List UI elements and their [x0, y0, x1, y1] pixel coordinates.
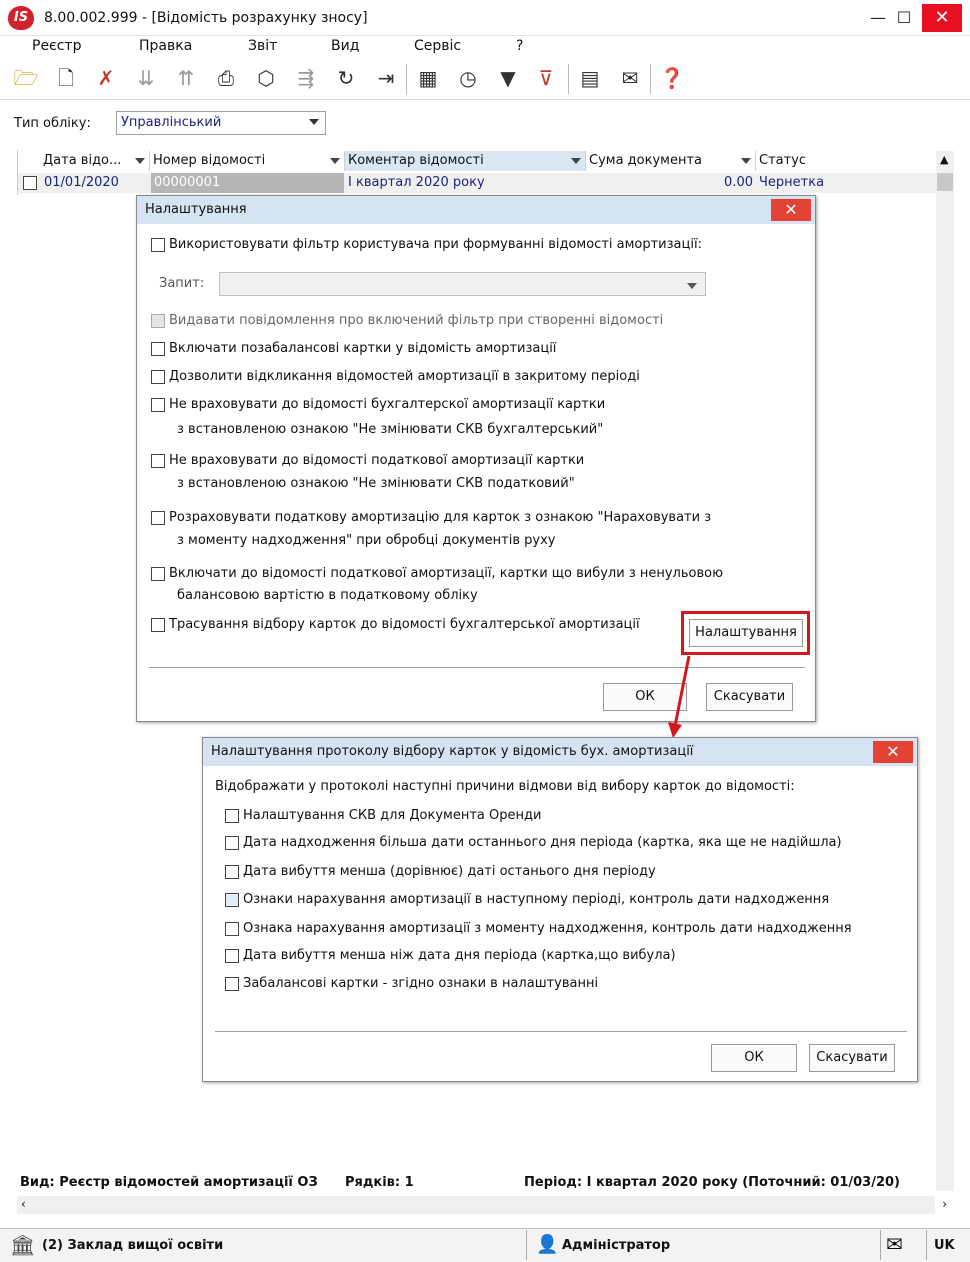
menu-service[interactable]: Сервіс	[414, 38, 462, 54]
document-icon[interactable]: ▤	[580, 66, 600, 90]
cancel-button[interactable]: Скасувати	[706, 683, 793, 711]
protocol-settings-dialog	[202, 737, 918, 1082]
scroll-up-icon[interactable]: ▲	[940, 153, 949, 166]
refresh-icon[interactable]: ↻	[337, 66, 355, 90]
language-indicator[interactable]: UK	[934, 1238, 955, 1253]
mail-icon[interactable]: ✉	[886, 1232, 903, 1256]
sort-icon	[135, 158, 145, 164]
checkbox[interactable]	[225, 893, 239, 907]
settings-close-button[interactable]: ✕	[771, 199, 811, 221]
status-row-count: Рядків: 1	[345, 1175, 414, 1190]
checkbox[interactable]	[151, 314, 165, 328]
checkbox[interactable]	[225, 836, 239, 850]
cell-comment: І квартал 2020 року	[345, 173, 585, 193]
ok-button[interactable]: ОК	[711, 1044, 797, 1072]
user-icon: 👤	[536, 1234, 559, 1255]
new-document-icon[interactable]: 🗋	[57, 66, 75, 90]
filter-icon[interactable]: ▼	[500, 66, 516, 90]
chevron-down-icon	[687, 283, 697, 289]
column-sum[interactable]	[586, 151, 756, 171]
option-label-continuation: з встановленою ознакою "Не змінювати СКВ бухгалтерський"	[177, 422, 604, 437]
delete-document-icon[interactable]: ✗	[97, 66, 115, 90]
column-comment-label: Коментар відомості	[348, 153, 484, 168]
checkbox[interactable]	[151, 398, 165, 412]
menu-registry[interactable]: Реєстр	[32, 38, 82, 54]
column-comment[interactable]	[345, 151, 586, 171]
column-number[interactable]	[150, 151, 345, 171]
minimize-button[interactable]: —	[870, 8, 886, 27]
checkbox[interactable]	[151, 567, 165, 581]
checkbox[interactable]	[151, 238, 165, 252]
protocol-intro-text: Відображати у протоколі наступні причини відмови від вибору карток до відомості:	[215, 779, 795, 794]
close-window-button[interactable]: ✕	[922, 4, 962, 32]
column-date[interactable]	[40, 151, 150, 171]
checkbox[interactable]	[151, 618, 165, 632]
horizontal-scrollbar[interactable]	[17, 1196, 947, 1214]
toolbar-separator	[650, 64, 651, 94]
protocol-close-button[interactable]: ✕	[873, 741, 913, 763]
scroll-left-icon[interactable]: ‹	[21, 1197, 26, 1211]
checkbox[interactable]	[151, 454, 165, 468]
checkbox[interactable]	[151, 511, 165, 525]
accounting-type-label: Тип обліку:	[14, 116, 91, 131]
checkbox[interactable]	[151, 370, 165, 384]
checkbox[interactable]	[225, 865, 239, 879]
status-view: Вид: Реєстр відомостей амортизації ОЗ	[20, 1175, 318, 1190]
user-name[interactable]: Адміністратор	[562, 1238, 671, 1253]
option-label: Включати до відомості податкової амортизації, картки що вибули з ненульовою	[169, 566, 724, 581]
open-folder-icon[interactable]: 🗁	[13, 66, 39, 90]
option-label: Налаштування СКВ для Документа Оренди	[243, 808, 542, 823]
option-label-continuation: з моменту надходження" при обробці документів руху	[177, 533, 556, 548]
building-icon: 🏛	[10, 1233, 36, 1257]
cancel-button[interactable]: Скасувати	[809, 1044, 895, 1072]
option-label-continuation: балансовою вартістю в податковому обліку	[177, 588, 478, 603]
option-label: Використовувати фільтр користувача при формуванні відомості амортизації:	[169, 237, 702, 252]
column-status-label: Статус	[759, 153, 807, 168]
column-sum-label: Сума документа	[589, 153, 703, 168]
scroll-right-icon[interactable]: ›	[942, 1197, 947, 1211]
checkbox[interactable]	[151, 342, 165, 356]
option-label: Трасування відбору карток до відомості бухгалтерської амортизації	[169, 617, 640, 632]
column-number-label: Номер відомості	[153, 153, 266, 168]
protocol-dialog-title: Налаштування протоколу відбору карток у відомість бух. амортизації	[203, 738, 917, 766]
accounting-type-value: Управлінський	[121, 115, 222, 130]
help-icon[interactable]: ❓	[659, 66, 685, 90]
option-label: Не враховувати до відомості податкової амортизації картки	[169, 453, 585, 468]
scroll-thumb[interactable]	[937, 173, 953, 191]
sort-icon	[571, 158, 581, 164]
checkbox[interactable]	[225, 809, 239, 823]
option-label: Не враховувати до відомості бухгалтерскої амортизації картки	[169, 397, 606, 412]
checkbox[interactable]	[225, 922, 239, 936]
menu-edit[interactable]: Правка	[139, 38, 193, 54]
query-select[interactable]	[219, 272, 706, 296]
cell-status: Чернетка	[756, 173, 934, 193]
option-label: Видавати повідомлення про включений фільтр при створенні відомості	[169, 313, 664, 328]
chevron-down-icon	[309, 119, 319, 125]
separator	[926, 1230, 927, 1260]
row-checkbox[interactable]	[23, 176, 37, 190]
window-title: 8.00.002.999 - [Відомість розрахунку зносу]	[44, 10, 368, 26]
move-up-icon[interactable]: ⇈	[177, 66, 195, 90]
column-status[interactable]	[756, 151, 936, 171]
toolbar-separator	[568, 64, 569, 94]
option-label: Забалансові картки - згідно ознаки в налаштуванні	[243, 976, 599, 991]
package-icon[interactable]: ⬡	[257, 66, 275, 90]
export-icon[interactable]: ⇶	[297, 66, 315, 90]
move-down-icon[interactable]: ⇊	[137, 66, 155, 90]
sort-icon	[330, 158, 340, 164]
divider	[215, 1031, 907, 1032]
checkbox[interactable]	[225, 977, 239, 991]
separator	[880, 1230, 881, 1260]
ok-button[interactable]: ОК	[603, 683, 687, 711]
exit-icon[interactable]: ⇥	[377, 66, 395, 90]
query-label: Запит:	[159, 276, 205, 291]
option-label: Дата вибуття менша (дорівнює) даті останього дня періоду	[243, 864, 656, 879]
column-date-label: Дата відо...	[43, 153, 122, 168]
option-label: Дозволити відкликання відомостей амортизації в закритому періоді	[169, 369, 640, 384]
divider	[149, 667, 805, 668]
cell-date: 01/01/2020	[41, 173, 149, 193]
print-icon[interactable]: ⎙	[218, 66, 234, 90]
accounting-type-select[interactable]	[116, 111, 326, 135]
sort-icon	[741, 158, 751, 164]
checkbox[interactable]	[225, 949, 239, 963]
toolbar-separator	[406, 64, 407, 94]
organization-name[interactable]: (2) Заклад вищої освіти	[42, 1238, 224, 1253]
cell-sum: 0.00	[587, 173, 756, 193]
option-label: Ознака нарахування амортизації з моменту надходження, контроль дати надходження	[243, 921, 852, 936]
option-label-continuation: з встановленою ознакою "Не змінювати СКВ податковий"	[177, 476, 575, 491]
pointer-arrow	[660, 650, 700, 740]
mail-icon[interactable]: ✉	[621, 66, 639, 90]
table-icon[interactable]: ▦	[418, 66, 438, 90]
app-logo: IS	[8, 6, 34, 30]
option-label: Дата вибуття менша ніж дата дня періода (картка,що вибула)	[243, 948, 676, 963]
option-label: Дата надходження більша дати останнього дня періода (картка, яка ще не надійшла)	[243, 835, 842, 850]
maximize-button[interactable]: ☐	[896, 8, 912, 27]
menu-view[interactable]: Вид	[331, 38, 360, 54]
highlight-box	[681, 611, 810, 655]
vertical-scrollbar[interactable]	[936, 151, 954, 1191]
option-label: Розраховувати податкову амортизацію для карток з ознакою "Нараховувати з	[169, 510, 712, 525]
option-label: Включати позабалансові картки у відомість амортизації	[169, 341, 557, 356]
menu-report[interactable]: Звіт	[248, 38, 278, 54]
separator	[526, 1230, 527, 1260]
clear-filter-icon[interactable]: ⊽	[538, 66, 554, 90]
settings-dialog-title: Налаштування	[137, 196, 815, 224]
menu-help[interactable]: ?	[516, 38, 524, 54]
trace-settings-button[interactable]: Налаштування	[689, 619, 803, 647]
option-label: Ознаки нарахування амортизації в наступному періоді, контроль дати надходження	[243, 892, 830, 907]
cell-number: 00000001	[151, 173, 344, 193]
status-period: Період: І квартал 2020 року (Поточний: 01/03/20)	[524, 1175, 901, 1190]
clock-icon[interactable]: ◷	[459, 66, 477, 90]
